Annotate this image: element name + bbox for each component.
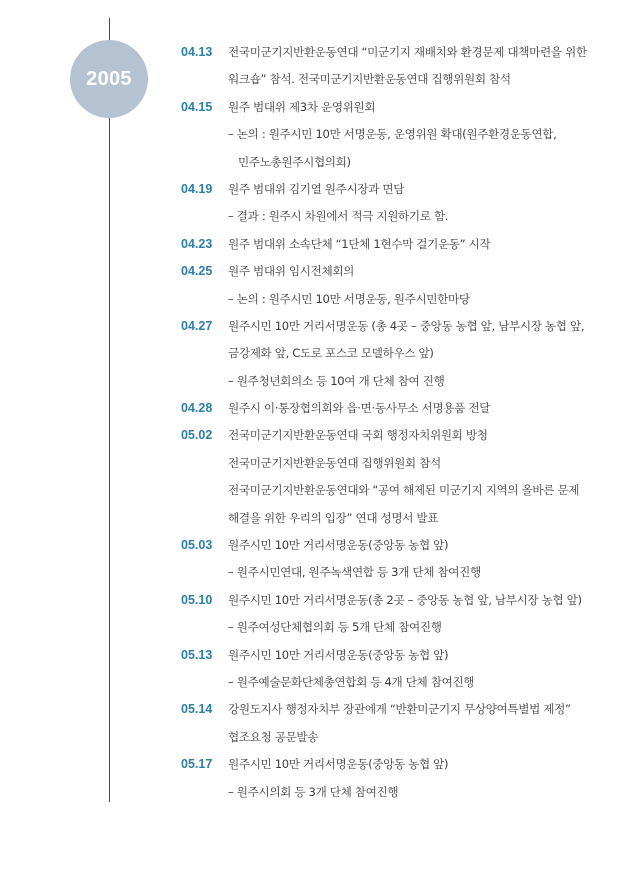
- timeline-entry: [0, 231, 643, 258]
- timeline-entry: [0, 642, 643, 697]
- entry-date: 05.10: [181, 592, 213, 607]
- entry-line: [0, 559, 643, 586]
- entry-date: 04.23: [181, 236, 213, 251]
- entry-text: 민주노총원주시협의회): [238, 154, 351, 169]
- entry-text: – 논의 : 원주시민 10만 서명운동, 운영위원 확대(원주환경운동연합,: [228, 127, 557, 142]
- entry-line: [0, 121, 643, 148]
- entry-line: [0, 614, 643, 641]
- entry-date: 04.28: [181, 401, 213, 416]
- timeline-entry: [0, 258, 643, 313]
- entry-text: – 원주시민연대, 원주녹색연합 등 3개 단체 참여진행: [228, 565, 481, 580]
- timeline-entry: [0, 395, 643, 422]
- entry-text: 원주 범대위 소속단체 “1단체 1현수막 걸기운동” 시작: [228, 236, 491, 251]
- entry-line: [0, 751, 643, 778]
- entry-text: 원주시민 10만 거리서명운동(중앙동 농협 앞): [228, 538, 449, 553]
- entry-line: [0, 587, 643, 614]
- timeline-entry: [0, 422, 643, 532]
- entry-text: 협조요청 공문발송: [228, 729, 319, 744]
- entry-line: [0, 313, 643, 340]
- entry-text: 전국미군기지반환운동연대 집행위원회 참석: [228, 455, 441, 470]
- entry-line: [0, 176, 643, 203]
- entry-line: [0, 724, 643, 751]
- year-label: 2005: [86, 67, 132, 90]
- entry-text: – 원주여성단체협의회 등 5개 단체 참여진행: [228, 620, 442, 635]
- entry-text: – 원주시의회 등 3개 단체 참여진행: [228, 784, 399, 799]
- entry-line: [0, 39, 643, 66]
- entry-date: 05.14: [181, 702, 213, 717]
- entry-text: 전국미군기지반환운동연대 국회 행정자치위원회 방청: [228, 428, 488, 443]
- entry-date: 05.13: [181, 647, 213, 662]
- entry-text: 강원도지사 행정자치부 장관에게 “반환미군기지 무상양여특별법 제정”: [228, 702, 571, 717]
- timeline-entries: [0, 39, 643, 806]
- entry-date: 05.02: [181, 428, 213, 443]
- entry-text: 워크숍” 참석. 전국미군기지반환운동연대 집행위원회 참석: [228, 72, 511, 87]
- entry-line: [0, 477, 643, 504]
- entry-text: 전국미군기지반환운동연대 “미군기지 재배치와 환경문제 대책마련을 위한: [228, 45, 587, 59]
- entry-date: 04.15: [181, 99, 213, 114]
- entry-line: [0, 149, 643, 176]
- entry-date: 05.17: [181, 757, 213, 772]
- entry-text: 원주 범대위 김기열 원주시장과 면담: [228, 181, 405, 196]
- entry-date: 05.03: [181, 538, 213, 553]
- entry-text: – 원주예술문화단체총연합회 등 4개 단체 참여진행: [228, 674, 475, 689]
- entry-text: 원주시민 10만 거리서명운동(총 2곳 – 중앙동 농협 앞, 남부시장 농협 앞): [228, 592, 582, 607]
- timeline-entry: [0, 696, 643, 751]
- entry-line: [0, 642, 643, 669]
- entry-text: 해결을 위한 우리의 입장” 연대 성명서 발표: [228, 510, 439, 525]
- entry-line: [0, 368, 643, 395]
- entry-text: 전국미군기지반환운동연대와 “공여 해제된 미군기지 지역의 올바른 문제: [228, 483, 580, 498]
- entry-line: [0, 669, 643, 696]
- entry-text: – 결과 : 원주시 차원에서 적극 지원하기로 함.: [228, 209, 449, 224]
- timeline-entry: [0, 39, 643, 94]
- entry-line: [0, 286, 643, 313]
- entry-text: 원주 범대위 임시전체회의: [228, 264, 355, 279]
- entry-line: [0, 696, 643, 723]
- timeline-entry: [0, 313, 643, 395]
- entry-date: 04.25: [181, 264, 213, 279]
- entry-date: 04.19: [181, 181, 213, 196]
- timeline-entry: [0, 94, 643, 176]
- entry-line: [0, 258, 643, 285]
- entry-text: 원주 범대위 제3차 운영위원회: [228, 99, 376, 114]
- timeline-entry: [0, 587, 643, 642]
- entry-line: [0, 532, 643, 559]
- entry-line: [0, 505, 643, 532]
- entry-text: 원주시민 10만 거리서명운동(중앙동 농협 앞): [228, 757, 449, 772]
- timeline-entry: [0, 751, 643, 806]
- entry-line: [0, 450, 643, 477]
- entry-text: 원주시 이·통장협의회와 읍·면·동사무소 서명용품 전달: [228, 401, 491, 416]
- entry-line: [0, 203, 643, 230]
- entry-line: [0, 94, 643, 121]
- timeline-entry: [0, 176, 643, 231]
- entry-text: 금강제화 앞, C도로 포스코 모델하우스 앞): [228, 346, 434, 361]
- entry-line: [0, 395, 643, 422]
- entry-line: [0, 779, 643, 806]
- timeline-entry: [0, 532, 643, 587]
- entry-date: 04.13: [181, 45, 213, 59]
- entry-date: 04.27: [181, 318, 213, 333]
- entry-text: – 논의 : 원주시민 10만 서명운동, 원주시민한마당: [228, 291, 470, 306]
- entry-line: [0, 231, 643, 258]
- entry-line: [0, 340, 643, 367]
- entry-text: – 원주청년회의소 등 10여 개 단체 참여 진행: [228, 373, 445, 388]
- entry-text: 원주시민 10만 거리서명운동(중앙동 농협 앞): [228, 647, 449, 662]
- entry-line: [0, 422, 643, 449]
- entry-line: [0, 66, 643, 93]
- entry-text: 원주시민 10만 거리서명운동 (총 4곳 – 중앙동 농협 앞, 남부시장 농협 앞,: [228, 318, 585, 333]
